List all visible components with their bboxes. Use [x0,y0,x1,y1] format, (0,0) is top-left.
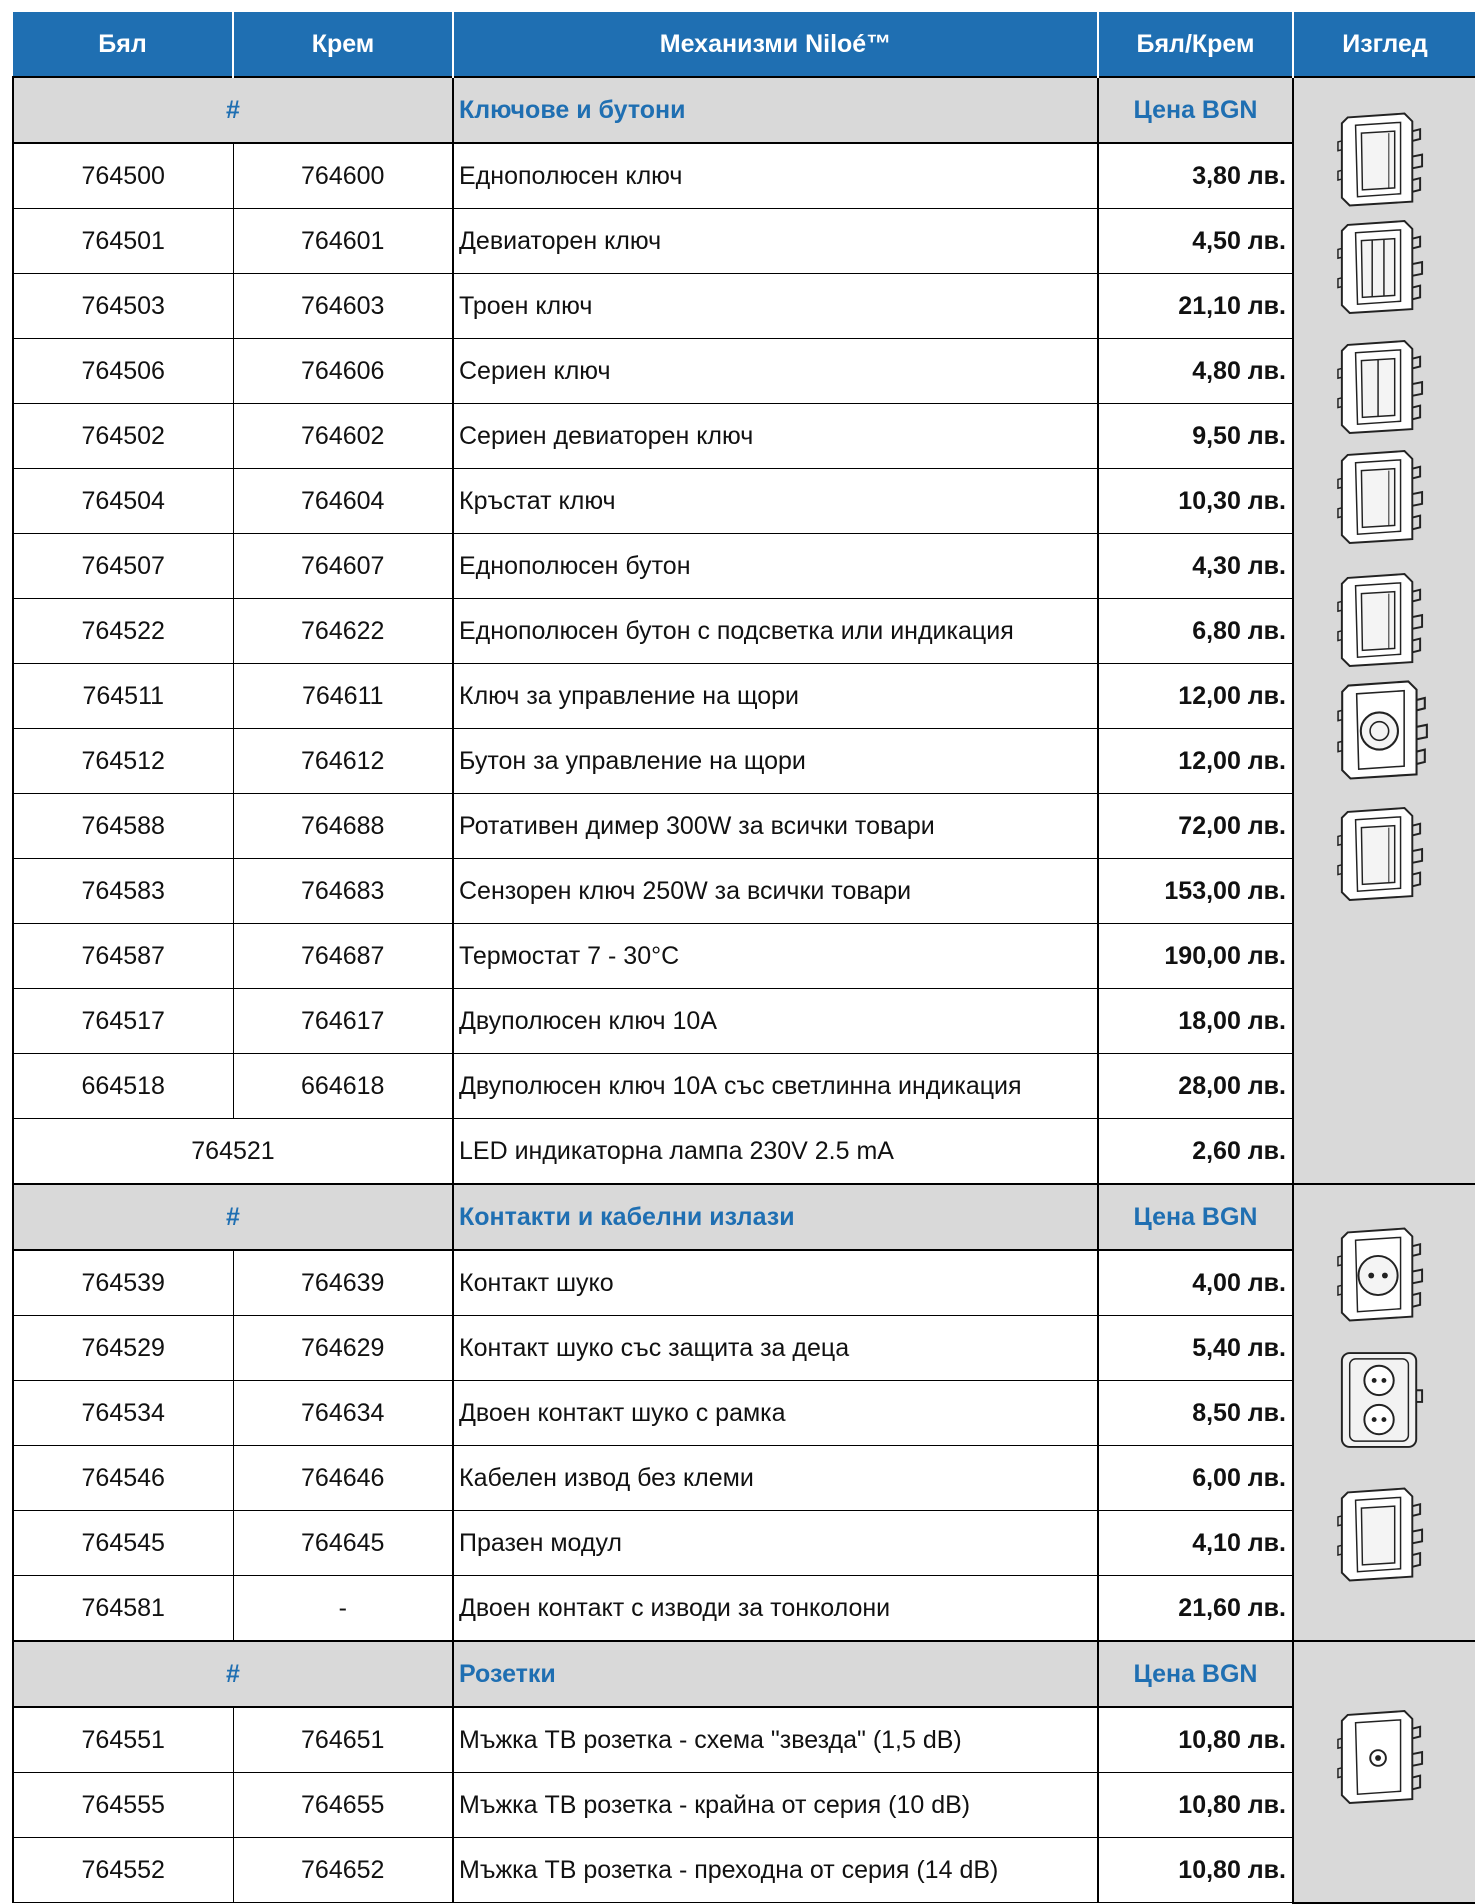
table-row [13,1381,1475,1446]
code-white: 664518 [13,1054,233,1119]
product-price: 4,50 лв. [1098,209,1293,274]
product-name: Ключ за управление на щори [453,664,1098,729]
section-price-header: Цена BGN [1098,77,1293,143]
code-cream: 764602 [233,404,453,469]
product-name: Сензорен ключ 250W за всички товари [453,859,1098,924]
code-white: 764501 [13,209,233,274]
single-switch-image [1336,108,1426,213]
single-switch-image [1336,443,1426,553]
price-table [12,12,1475,1904]
section-hash: # [13,77,453,143]
product-price: 21,60 лв. [1098,1576,1293,1642]
table-row [13,1576,1475,1642]
section-header-row [13,1641,1475,1707]
code-white: 764506 [13,339,233,404]
section-title: Ключове и бутони [453,77,1098,143]
col-view-header: Изглед [1293,12,1475,77]
product-price: 10,30 лв. [1098,469,1293,534]
product-name: Двуполюсен ключ 10А [453,989,1098,1054]
product-name: Контакт шуко [453,1250,1098,1316]
product-price: 4,10 лв. [1098,1511,1293,1576]
table-row [13,859,1475,924]
code-cream: 764639 [233,1250,453,1316]
code-white: 764511 [13,664,233,729]
code-white: 764587 [13,924,233,989]
product-image-stack [1294,1642,1475,1902]
section-title: Контакти и кабелни излази [453,1184,1098,1250]
table-row [13,1838,1475,1903]
code-white: 764546 [13,1446,233,1511]
table-row [13,534,1475,599]
product-name: Троен ключ [453,274,1098,339]
single-switch-image [1336,566,1426,676]
table-row [13,794,1475,859]
code-white: 764588 [13,794,233,859]
product-name: Сериен девиаторен ключ [453,404,1098,469]
code-white: 764545 [13,1511,233,1576]
code-cream: 764645 [233,1511,453,1576]
table-row [13,664,1475,729]
code-white: 764512 [13,729,233,794]
product-name: Еднополюсен ключ [453,143,1098,209]
code-white: 764502 [13,404,233,469]
code-white: 764551 [13,1707,233,1773]
col-cream-header: Крем [233,12,453,77]
product-price: 6,00 лв. [1098,1446,1293,1511]
price-list-sheet [12,12,1475,1904]
dimmer-image [1336,676,1431,786]
product-price: 6,80 лв. [1098,599,1293,664]
code-white: 764529 [13,1316,233,1381]
code-white: 764539 [13,1250,233,1316]
product-name: Двоен контакт шуко с рамка [453,1381,1098,1446]
table-row [13,924,1475,989]
table-row [13,1707,1475,1773]
section-price-header: Цена BGN [1098,1641,1293,1707]
code-cream: 764612 [233,729,453,794]
code-cream: 764634 [233,1381,453,1446]
section-hash: # [13,1641,453,1707]
table-row [13,989,1475,1054]
product-price: 9,50 лв. [1098,404,1293,469]
product-image-stack [1294,78,1475,1183]
product-price: 10,80 лв. [1098,1773,1293,1838]
code-white: 764555 [13,1773,233,1838]
code-cream: 764651 [233,1707,453,1773]
code-white: 764522 [13,599,233,664]
section-header-row [13,1184,1475,1250]
product-image-stack [1294,1185,1475,1640]
col-white-header: Бял [13,12,233,77]
product-name: Термостат 7 - 30°C [453,924,1098,989]
code-white: 764581 [13,1576,233,1642]
code-cream: 764688 [233,794,453,859]
product-price: 4,80 лв. [1098,339,1293,404]
product-price: 4,00 лв. [1098,1250,1293,1316]
table-row [13,209,1475,274]
tv-socket-image [1336,1704,1426,1812]
table-row [13,1250,1475,1316]
single-switch-image [1336,800,1426,910]
section-title: Розетки [453,1641,1098,1707]
product-price: 21,10 лв. [1098,274,1293,339]
table-row [13,143,1475,209]
table-row [13,1119,1475,1185]
product-price: 10,80 лв. [1098,1838,1293,1903]
product-name: Ротативен димер 300W за всички товари [453,794,1098,859]
code-white: 764583 [13,859,233,924]
code-cream: 764622 [233,599,453,664]
code-cream: 764646 [233,1446,453,1511]
code-white: 764552 [13,1838,233,1903]
product-price: 2,60 лв. [1098,1119,1293,1185]
product-price: 12,00 лв. [1098,664,1293,729]
schuko-socket-image [1336,1223,1426,1328]
product-name: Еднополюсен бутон [453,534,1098,599]
code-cream: 764611 [233,664,453,729]
code-white: 764503 [13,274,233,339]
product-price: 190,00 лв. [1098,924,1293,989]
product-price: 28,00 лв. [1098,1054,1293,1119]
section-price-header: Цена BGN [1098,1184,1293,1250]
product-name: Кръстат ключ [453,469,1098,534]
code-white-cream: 764521 [13,1119,453,1185]
product-name: Мъжка ТВ розетка - схема "звезда" (1,5 dB) [453,1707,1098,1773]
product-name: Еднополюсен бутон с подсветка или индикация [453,599,1098,664]
code-white: 764500 [13,143,233,209]
table-row [13,404,1475,469]
product-price: 18,00 лв. [1098,989,1293,1054]
product-name: Двуполюсен ключ 10А със светлинна индикация [453,1054,1098,1119]
product-price: 72,00 лв. [1098,794,1293,859]
product-price: 10,80 лв. [1098,1707,1293,1773]
table-row [13,1773,1475,1838]
code-cream: 764604 [233,469,453,534]
table-row [13,1316,1475,1381]
product-name: LED индикаторна лампа 230V 2.5 mA [453,1119,1098,1185]
table-row [13,1511,1475,1576]
code-cream: - [233,1576,453,1642]
product-price: 12,00 лв. [1098,729,1293,794]
code-cream: 764617 [233,989,453,1054]
table-row [13,469,1475,534]
code-cream: 764655 [233,1773,453,1838]
product-name: Контакт шуко със защита за деца [453,1316,1098,1381]
code-cream: 764687 [233,924,453,989]
code-cream: 764603 [233,274,453,339]
table-row [13,1054,1475,1119]
table-row [13,599,1475,664]
code-cream: 764683 [233,859,453,924]
code-cream: 764600 [233,143,453,209]
code-cream: 664618 [233,1054,453,1119]
blank-module-image [1336,1483,1426,1588]
product-name: Двоен контакт с изводи за тонколони [453,1576,1098,1642]
triple-switch-image [1336,213,1426,323]
code-white: 764504 [13,469,233,534]
code-cream: 764606 [233,339,453,404]
section-product-images [1293,1184,1475,1641]
table-body [13,77,1475,1903]
section-product-images [1293,1641,1475,1903]
product-price: 153,00 лв. [1098,859,1293,924]
code-white: 764517 [13,989,233,1054]
col-mechanisms-header: Механизми Niloé™ [453,12,1098,77]
code-cream: 764629 [233,1316,453,1381]
product-name: Мъжка ТВ розетка - преходна от серия (14 dB) [453,1838,1098,1903]
code-cream: 764607 [233,534,453,599]
product-name: Бутон за управление на щори [453,729,1098,794]
table-row [13,339,1475,404]
double-switch-image [1336,333,1426,443]
table-row [13,729,1475,794]
table-row [13,274,1475,339]
double-socket-image [1336,1325,1426,1475]
product-name: Празен модул [453,1511,1098,1576]
code-white: 764534 [13,1381,233,1446]
section-product-images [1293,77,1475,1184]
code-cream: 764601 [233,209,453,274]
product-name: Сериен ключ [453,339,1098,404]
section-hash: # [13,1184,453,1250]
section-header-row [13,77,1475,143]
col-white-cream-header: Бял/Крем [1098,12,1293,77]
product-name: Кабелен извод без клеми [453,1446,1098,1511]
product-price: 8,50 лв. [1098,1381,1293,1446]
product-price: 4,30 лв. [1098,534,1293,599]
product-name: Девиаторен ключ [453,209,1098,274]
product-name: Мъжка ТВ розетка - крайна от серия (10 dB) [453,1773,1098,1838]
product-price: 5,40 лв. [1098,1316,1293,1381]
code-white: 764507 [13,534,233,599]
product-price: 3,80 лв. [1098,143,1293,209]
header-row [13,12,1475,77]
table-row [13,1446,1475,1511]
code-cream: 764652 [233,1838,453,1903]
